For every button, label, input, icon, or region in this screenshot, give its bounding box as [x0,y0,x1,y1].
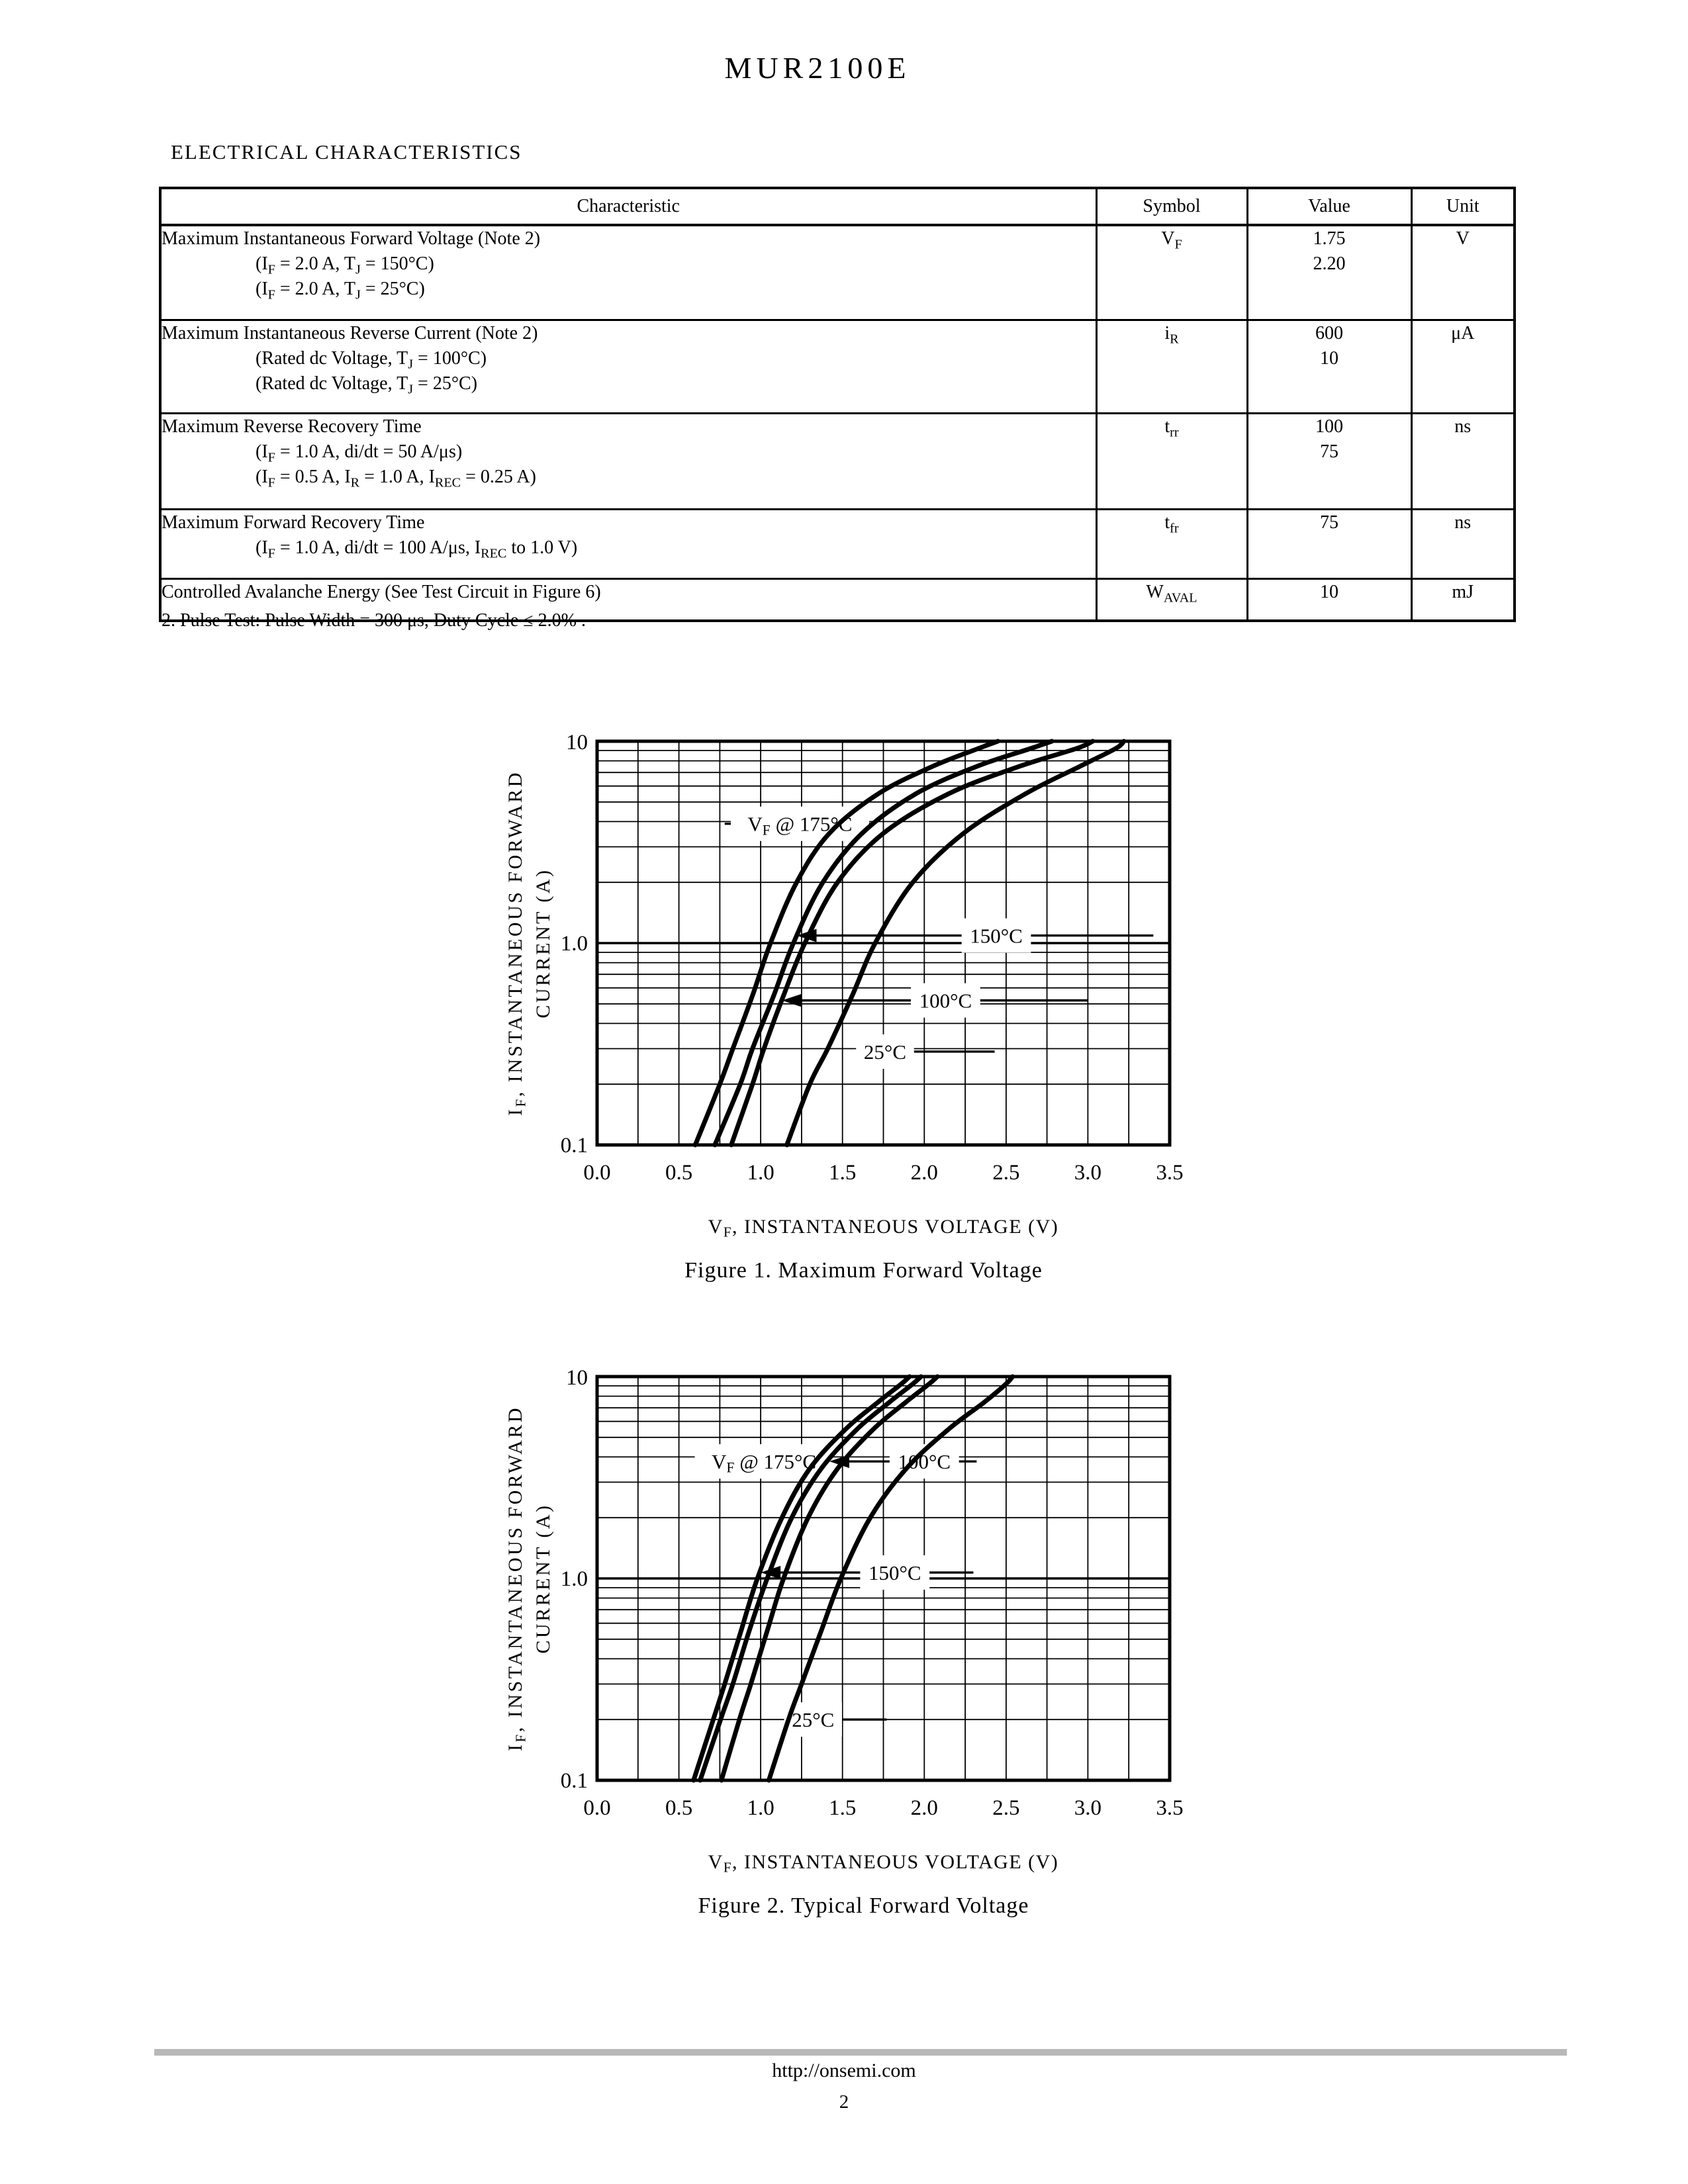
figure-caption: Figure 2. Typical Forward Voltage [698,1893,1029,1918]
table-header-unit: Unit [1411,188,1515,225]
y-axis-title-line1: IF, INSTANTANEOUS FORWARD [504,770,529,1116]
table-header-value: Value [1247,188,1411,225]
symbol-cell: $t_{fr}$ [1096,510,1247,579]
annotation-arrow-150-c [797,919,1154,953]
svg-text:1.0: 1.0 [560,932,588,956]
annotation-25-c [856,1034,994,1069]
svg-text:1.0: 1.0 [747,1161,774,1185]
svg-text:3.5: 3.5 [1156,1796,1184,1820]
table-header-characteristic: Characteristic [160,188,1096,225]
characteristic-cell: Maximum Instantaneous Forward Voltage (Note 2) ($I_F = 2.0$ A, $T_J = 150^\circ C$) ($I_F = 2.0$ A, $T_J = 25^\circ C$) [160,225,1096,320]
figure-2-typical-forward-voltage [463,1336,1192,1925]
y-axis-title-line2: CURRENT (A) [532,1503,554,1654]
svg-text:25°C: 25°C [792,1708,835,1732]
svg-text:150°C: 150°C [970,924,1023,948]
value-cell: 10 [1247,579,1411,621]
page-number: 2 [839,2091,849,2113]
annotations [725,807,1154,1069]
footer-url: http://onsemi.com [772,2060,916,2081]
value-cell: 600 10 [1247,320,1411,414]
svg-text:0.0: 0.0 [583,1796,611,1820]
svg-text:VF @ 175°C: VF @ 175°C [712,1450,817,1476]
value-cell: 100 75 [1247,414,1411,510]
svg-text:0.5: 0.5 [665,1796,693,1820]
svg-text:2.0: 2.0 [910,1796,938,1820]
section-title: ELECTRICAL CHARACTERISTICS [171,140,522,163]
svg-text:1.5: 1.5 [829,1796,857,1820]
value-cell: 75 [1247,510,1411,579]
unit-cell: V [1411,225,1515,320]
table-row [160,510,1515,579]
svg-text:100°C: 100°C [898,1450,951,1474]
svg-text:25°C: 25°C [863,1040,907,1064]
symbol-cell: $i_R$ [1096,320,1247,414]
x-axis-title: VF, INSTANTANEOUS VOLTAGE (V) [708,1851,1059,1876]
svg-text:3.0: 3.0 [1074,1161,1102,1185]
svg-text:100°C: 100°C [919,989,972,1013]
svg-text:1.5: 1.5 [829,1161,857,1185]
characteristic-cell: Maximum Instantaneous Reverse Current (Note 2) (Rated dc Voltage, $T_J = 100^\circ C$) (Rated dc Voltage, $T_J = 25^\circ C$) [160,320,1096,414]
table-row [160,225,1515,320]
symbol-cell: $t_{rr}$ [1096,414,1247,510]
svg-text:10: 10 [566,1366,588,1390]
y-tick-labels [561,731,588,1158]
x-tick-labels [583,1161,1183,1185]
pulse-test-note: 2. Pulse Test: Pulse Width = 300 μs, Duty Cycle ≤ 2.0% . [162,610,586,631]
svg-text:0.1: 0.1 [560,1769,588,1793]
gridlines [597,741,1170,1145]
svg-text:3.5: 3.5 [1156,1161,1184,1185]
svg-text:1.0: 1.0 [747,1796,774,1820]
table-header-symbol: Symbol [1096,188,1247,225]
chart-svg [463,1336,1192,1925]
characteristic-cell: Controlled Avalanche Energy (See Test Circuit in Figure 6) [160,579,1096,621]
table-row [160,414,1515,510]
table-row [160,320,1515,414]
table-header-row [160,188,1515,225]
y-tick-labels [561,1366,588,1793]
svg-text:2.5: 2.5 [992,1796,1020,1820]
page-title: MUR2100E [724,51,911,85]
chart-svg [463,700,1192,1289]
svg-text:1.0: 1.0 [560,1567,588,1591]
symbol-cell: $W_{AVAL}$ [1096,579,1247,621]
svg-text:150°C: 150°C [868,1561,921,1585]
svg-text:0.5: 0.5 [665,1161,693,1185]
unit-cell: ns [1411,414,1515,510]
symbol-cell: $V_F$ [1096,225,1247,320]
y-axis-title-line2: CURRENT (A) [532,868,554,1019]
svg-text:VF @ 175°C: VF @ 175°C [747,812,853,839]
x-axis-title: VF, INSTANTANEOUS VOLTAGE (V) [708,1216,1059,1240]
characteristic-cell: Maximum Forward Recovery Time ($I_F = 1.0$ A, di/dt = 100 A/μs, $I_{REC}$ to 1.0 V) [160,510,1096,579]
characteristic-cell: Maximum Reverse Recovery Time ($I_F = 1.0$ A, di/dt = 50 A/μs) ($I_F = 0.5$ A, $I_R = 1.0$ A, $I_{REC} = 0.25$ A) [160,414,1096,510]
figure-caption: Figure 1. Maximum Forward Voltage [684,1258,1043,1283]
value-cell: 1.75 2.20 [1247,225,1411,320]
annotation-25-c [784,1702,887,1737]
y-axis-title-line1: IF, INSTANTANEOUS FORWARD [504,1406,529,1751]
x-tick-labels [583,1796,1183,1820]
svg-text:0.0: 0.0 [583,1161,611,1185]
svg-text:3.0: 3.0 [1074,1796,1102,1820]
footer-divider [154,2049,1567,2056]
unit-cell: μA [1411,320,1515,414]
svg-text:10: 10 [566,731,588,754]
unit-cell: mJ [1411,579,1515,621]
figure-1-maximum-forward-voltage [463,700,1192,1289]
unit-cell: ns [1411,510,1515,579]
svg-text:2.5: 2.5 [992,1161,1020,1185]
electrical-characteristics-table [159,187,1516,622]
svg-text:2.0: 2.0 [910,1161,938,1185]
svg-text:0.1: 0.1 [560,1134,588,1158]
